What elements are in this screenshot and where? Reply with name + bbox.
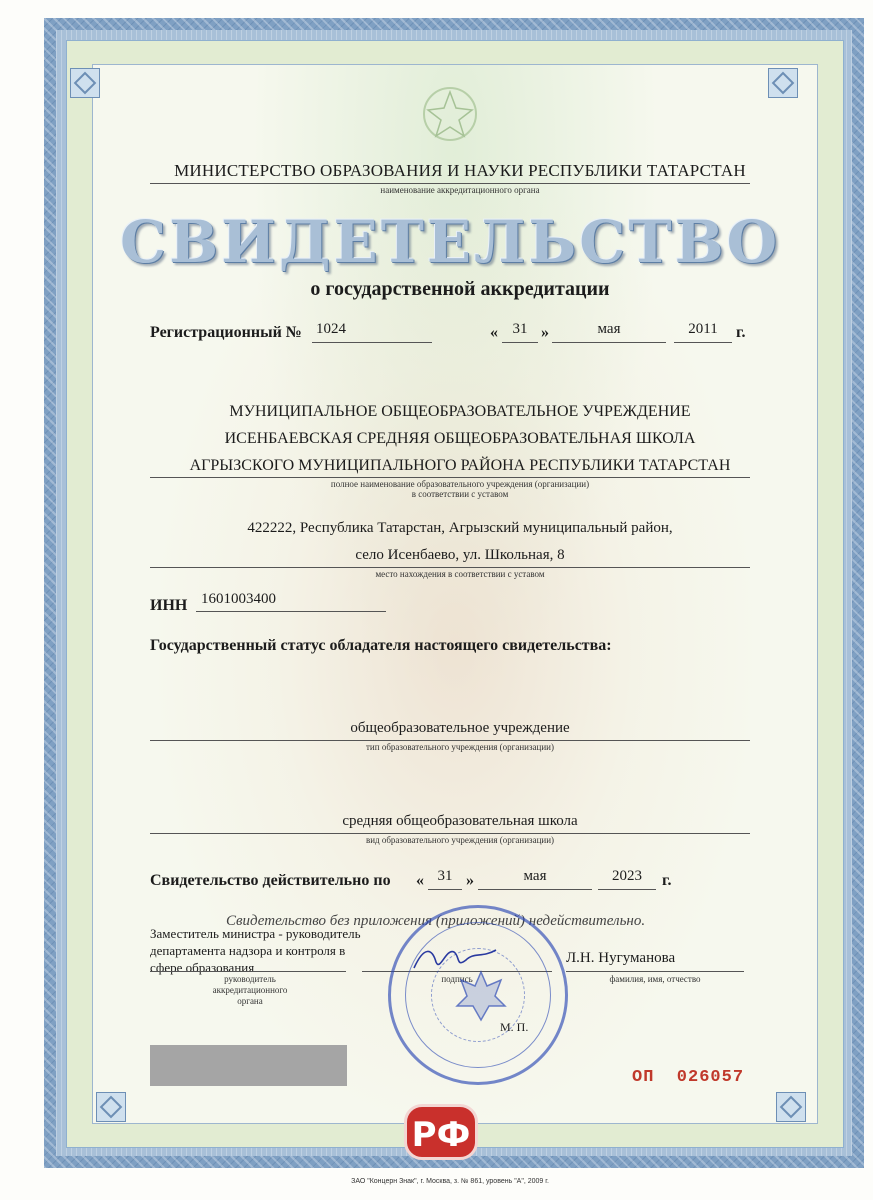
registration-open-quote: « [490, 324, 498, 341]
institution-kind-caption: вид образовательного учреждения (организации) [365, 835, 555, 845]
address-caption: место нахождения в соответствии с уставом [375, 569, 545, 579]
institution-name-line-2: ИСЕНБАЕВСКАЯ СРЕДНЯЯ ОБЩЕОБРАЗОВАТЕЛЬНАЯ ШКОЛА [224, 430, 696, 447]
validity-day: 31 [437, 868, 453, 884]
attachment-note: Свидетельство без приложения (приложений) недействительно. [226, 913, 646, 929]
registration-month-line [552, 342, 666, 343]
ministry-name: МИНИСТЕРСТВО ОБРАЗОВАНИЯ И НАУКИ РЕСПУБЛИКИ ТАТАРСТАН [174, 161, 746, 180]
rf-logo: РФ [404, 1104, 478, 1160]
institution-name-line-1: МУНИЦИПАЛЬНОЕ ОБЩЕОБРАЗОВАТЕЛЬНОЕ УЧРЕЖДЕНИЕ [229, 403, 691, 420]
double-eagle-icon [453, 966, 509, 1026]
validity-year: 2023 [612, 868, 642, 884]
corner-ornament-icon [70, 68, 100, 98]
institution-type-underline [150, 740, 750, 741]
registration-close-quote: » [541, 324, 549, 341]
signatory-position-caption [180, 974, 320, 1007]
status-heading: Государственный статус обладателя настоящего свидетельства: [150, 637, 612, 654]
certificate-title: СВИДЕТЕЛЬСТВО [120, 208, 781, 276]
institution-name-caption-2: в соответствии с уставом [411, 489, 509, 499]
signatory-position-line-2: департамента надзора и контроля в [150, 943, 346, 958]
registration-day-line [502, 342, 538, 343]
signatory-position-line-1: Заместитель министра - руководитель [150, 926, 361, 941]
registration-month: мая [597, 321, 621, 337]
signatory-position [150, 925, 361, 976]
signatory-position-line-3: сфере образования [150, 960, 255, 975]
position-caption-line-1: руководитель [224, 974, 276, 984]
institution-type-caption: тип образовательного учреждения (организации) [366, 742, 554, 752]
registration-year-suffix: г. [736, 324, 746, 341]
ministry-caption: наименование аккредитационного органа [380, 185, 540, 195]
inn-label: ИНН [150, 597, 188, 614]
validity-close-quote: » [466, 872, 474, 889]
institution-type-value: общеобразовательное учреждение [350, 720, 570, 736]
signatory-name-caption: фамилия, имя, отчество [609, 974, 701, 984]
signatory-name: Л.Н. Нугуманова [566, 950, 676, 966]
signatory-position-underline [150, 971, 346, 972]
corner-ornament-icon [96, 1092, 126, 1122]
registration-label: Регистрационный № [150, 324, 302, 341]
redacted-block [150, 1045, 347, 1086]
address-line-1: 422222, Республика Татарстан, Агрызский муниципальный район, [247, 520, 673, 536]
registration-year-line [674, 342, 732, 343]
validity-month: мая [523, 868, 547, 884]
signature-caption: подпись [441, 974, 473, 984]
corner-ornament-icon [776, 1092, 806, 1122]
emblem-icon [420, 82, 480, 146]
corner-ornament-icon [768, 68, 798, 98]
address-line-2: село Исенбаево, ул. Школьная, 8 [355, 547, 565, 563]
registration-number: 1024 [316, 321, 346, 337]
seal-place-mark: М. П. [500, 1020, 529, 1034]
registration-year: 2011 [688, 321, 718, 337]
validity-year-line [598, 889, 656, 890]
validity-open-quote: « [416, 872, 424, 889]
institution-kind-underline [150, 833, 750, 834]
registration-day: 31 [512, 321, 528, 337]
printer-imprint: ЗАО "Концерн Знак", г. Москва, з. № 861, уровень "А", 2009 г. [351, 1178, 549, 1185]
validity-year-suffix: г. [662, 872, 672, 889]
inn-underline [196, 611, 386, 612]
signatory-name-underline [566, 971, 744, 972]
validity-label: Свидетельство действительно по [150, 872, 391, 889]
certificate-subtitle: о государственной аккредитации [310, 278, 610, 300]
position-caption-line-3: органа [237, 996, 263, 1006]
ministry-underline [150, 183, 750, 184]
institution-name-caption-1: полное наименование образовательного учреждения (организации) [330, 479, 590, 489]
registration-number-line [312, 342, 432, 343]
serial-number: ОП 026057 [632, 1068, 745, 1087]
position-caption-line-2: аккредитационного [212, 985, 288, 995]
official-seal-stamp [388, 905, 568, 1085]
validity-month-line [478, 889, 592, 890]
inn-value: 1601003400 [201, 591, 276, 607]
institution-name-underline [150, 477, 750, 478]
address-underline [150, 567, 750, 568]
institution-name-line-3: АГРЫЗСКОГО МУНИЦИПАЛЬНОГО РАЙОНА РЕСПУБЛИКИ ТАТАРСТАН [189, 457, 731, 474]
validity-day-line [428, 889, 462, 890]
institution-kind-value: средняя общеобразовательная школа [342, 813, 578, 829]
